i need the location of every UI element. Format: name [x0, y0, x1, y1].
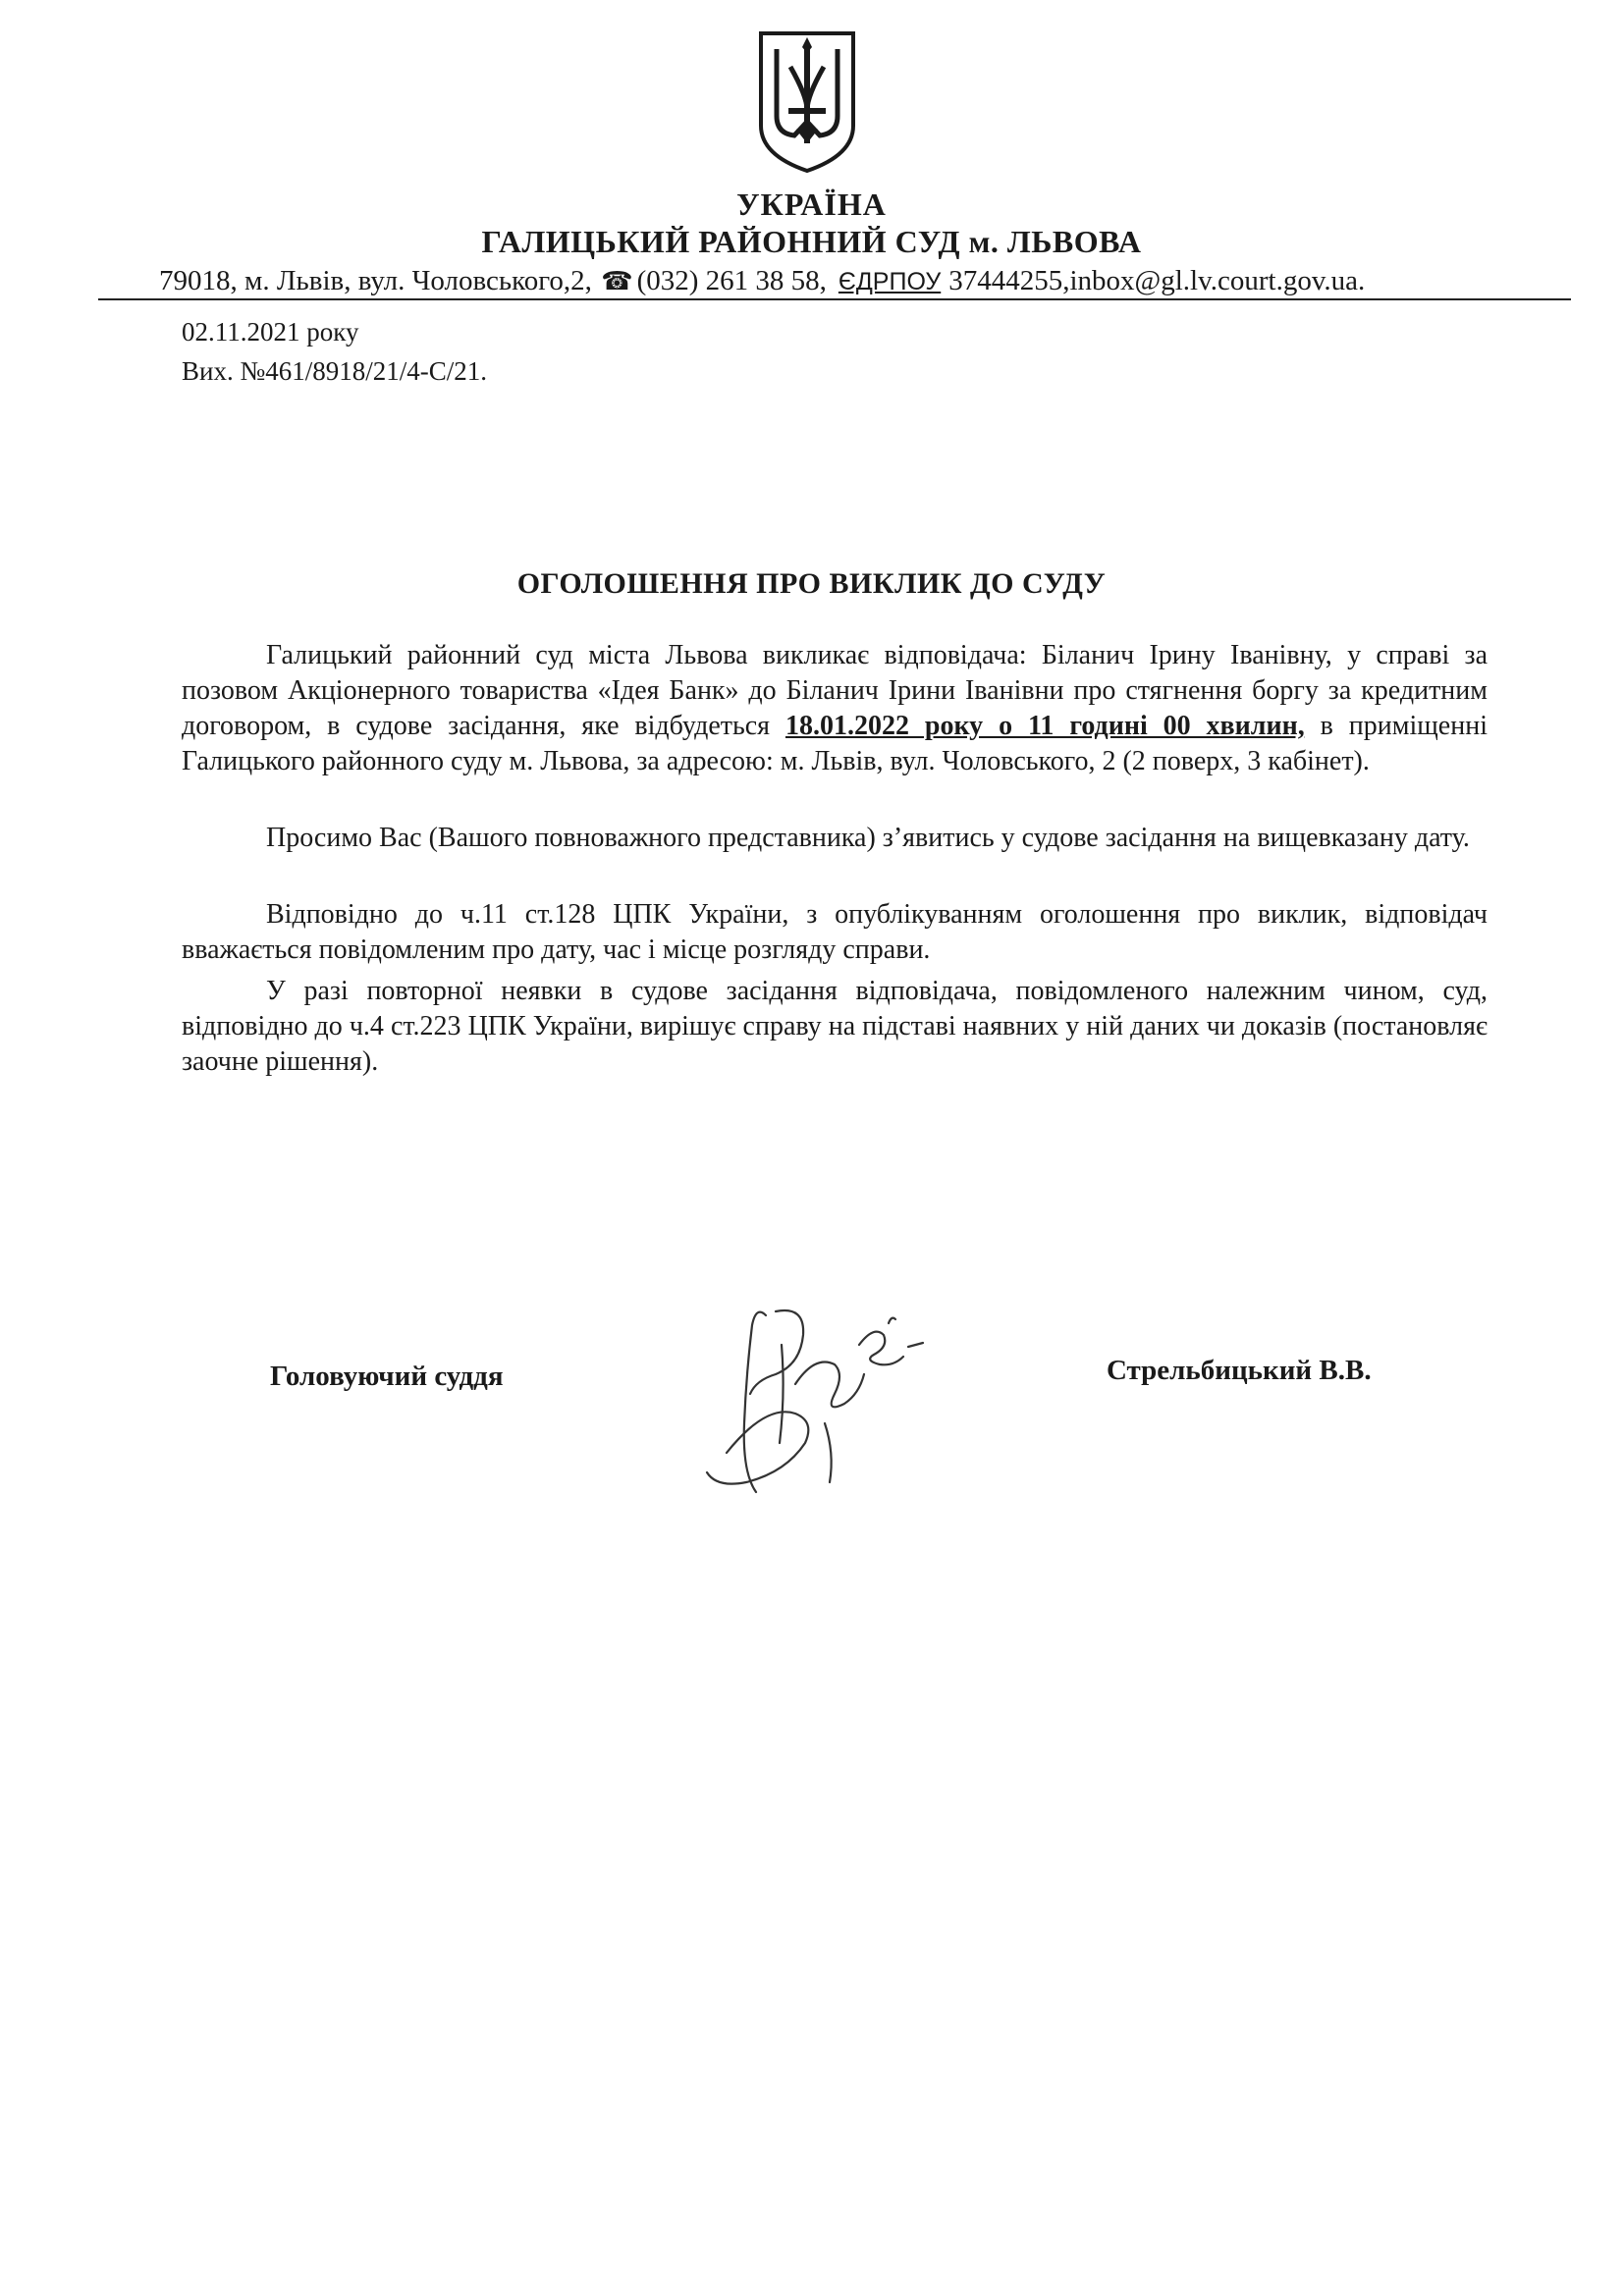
judge-signature — [687, 1286, 933, 1512]
edrpou-and-email: 37444255,inbox@gl.lv.court.gov.ua. — [948, 265, 1366, 296]
presiding-judge-title: Головуючий суддя — [270, 1361, 504, 1392]
paragraph-default-judgment: У разі повторної неявки в судове засідання відповідача, повідомленого належним чином, суд, відповідно до ч.4 ст.223 ЦПК України, вирішує справу на підставі наявних у ній даних чи доказів (постановляє заочне рішення). — [182, 976, 1488, 1077]
outgoing-number: Вих. №461/8918/21/4-С/21. — [182, 356, 487, 386]
document-title: ОГОЛОШЕННЯ ПРО ВИКЛИК ДО СУДУ — [516, 567, 1107, 600]
court-contact-line — [159, 265, 1553, 297]
document-meta — [182, 312, 487, 391]
header-divider — [98, 298, 1571, 300]
court-name-heading: ГАЛИЦЬКИЙ РАЙОННИЙ СУД м. ЛЬВОВА — [481, 224, 1142, 259]
court-phone: (032) 261 38 58, — [636, 265, 827, 296]
hearing-datetime: 18.01.2022 року о 11 годині 00 хвилин, — [784, 711, 1305, 741]
document-body — [182, 638, 1488, 1080]
country-heading: УКРАЇНА — [736, 187, 887, 222]
court-address: 79018, м. Львів, вул. Чоловського,2, — [159, 265, 592, 296]
coat-of-arms-icon — [753, 27, 861, 175]
paragraph-request: Просимо Вас (Вашого повноважного представника) з’явитись у судове засідання на вищевказану дату. — [266, 823, 1470, 853]
paragraph-summons: Галицький районний суд міста Львова викликає відповідача: Біланич Ірину Іванівну, у справі за позовом Акціонерного товариства «Ідея Банк» до Біланич Ірини Іванівни про стягнення боргу за кредитним договором, в судове засідання, яке відбудеться 18.01.2022 року о 11 годині 00 хвилин, в приміщенні Галицького районного суду м. Львова, за адресою: м. Львів, вул. Чоловського, 2 (2 поверх, 3 кабінет). — [182, 640, 1488, 776]
phone-icon: ☎ — [601, 267, 633, 295]
judge-name: Стрельбицький В.В. — [1107, 1355, 1372, 1386]
paragraph-notice: Відповідно до ч.11 ст.128 ЦПК України, з опублікуванням оголошення про виклик, відповідач вважається повідомленим про дату, час і місце розгляду справи. — [182, 899, 1488, 965]
edrpou-label: ЄДРПОУ — [838, 268, 942, 295]
document-date: 02.11.2021 року — [182, 317, 359, 347]
